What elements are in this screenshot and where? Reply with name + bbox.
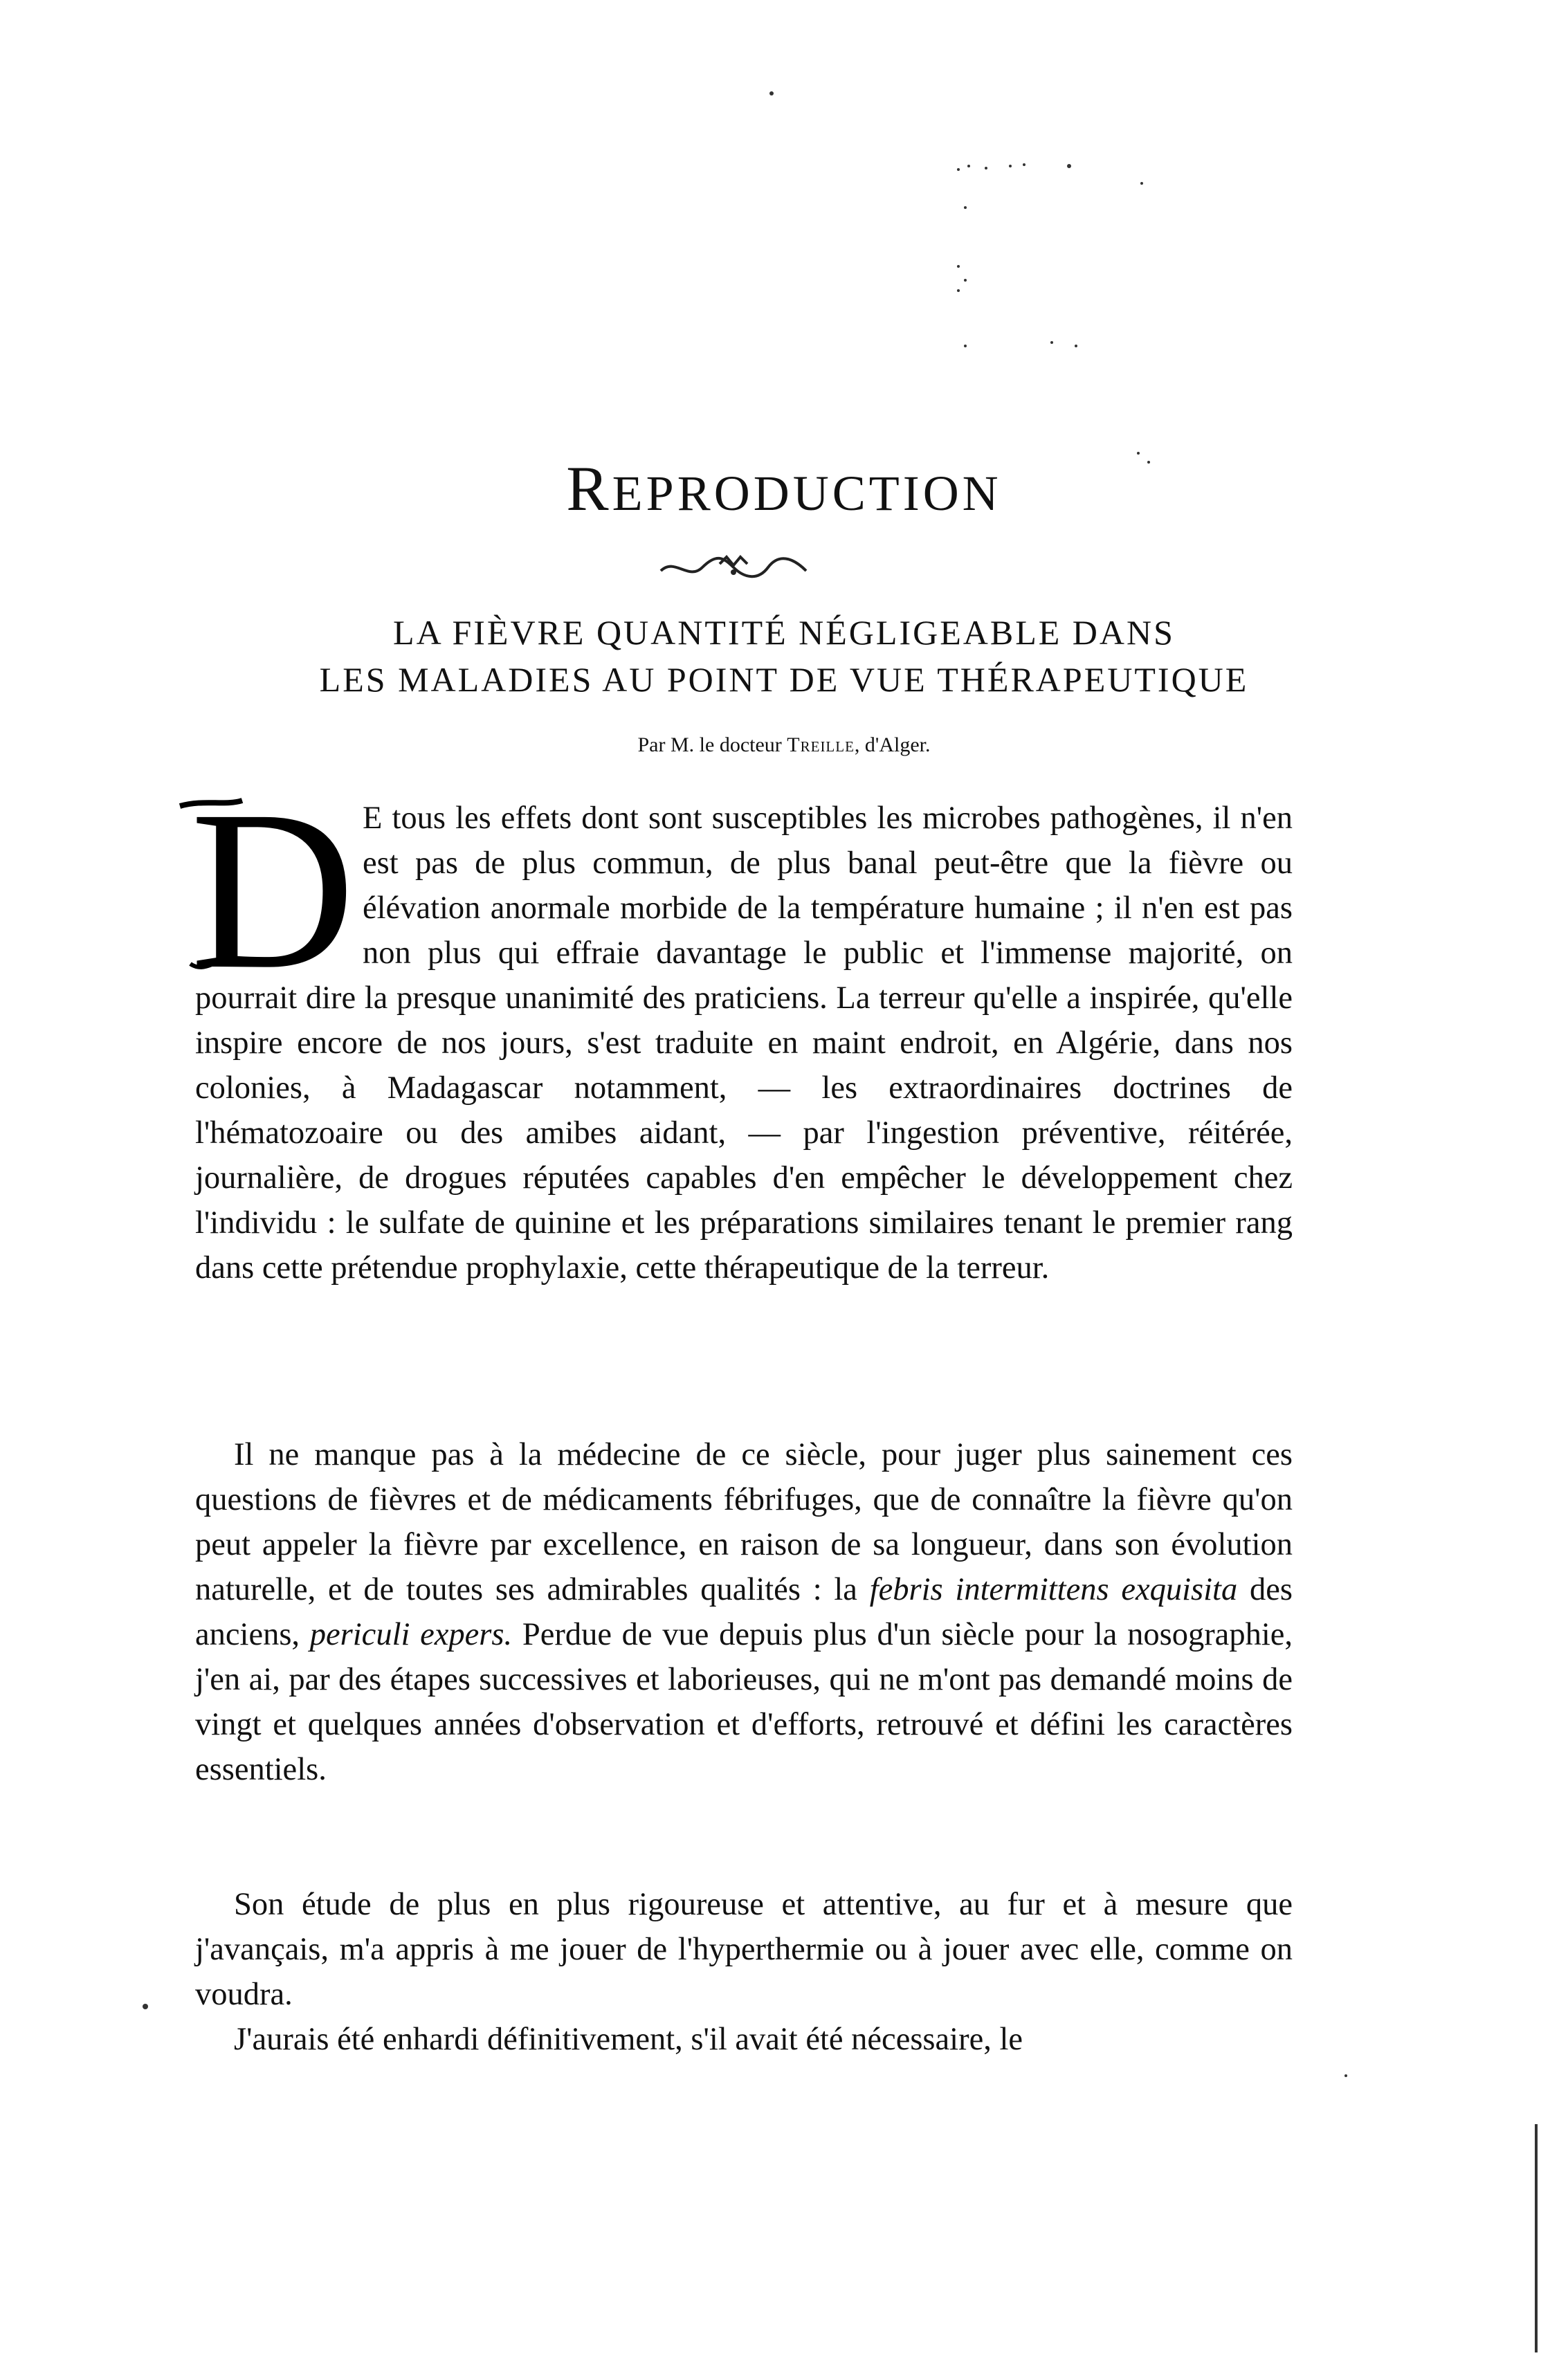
- byline-suffix: , d'Alger.: [854, 733, 931, 756]
- section-title: [0, 453, 1568, 524]
- section-title-initial: R: [566, 453, 612, 524]
- byline-author: Treille: [787, 733, 855, 756]
- paragraph-4: J'aurais été enhardi définitivement, s'il avait été nécessaire, le: [234, 2022, 1023, 2057]
- paragraph-1: [195, 796, 1293, 1290]
- paragraph-2-text-a: Il ne manque pas à la médecine de ce siècle, pour juger plus sainement ces questions de fièvres et de médicaments fébrifuges, que de connaître la fièvre qu'on peut appeler la fièvre par excellence, en raison de sa longueur, dans son évolution naturelle, et de toutes ses admirables qualités : la: [195, 1437, 1293, 1607]
- article-title: [0, 609, 1568, 703]
- paragraph-3: Son étude de plus en plus rigoureuse et attentive, au fur et à mesure que j'avançais, m'a appris à me jouer de l'hyperthermie ou à jouer avec elle, comme on voudra.: [195, 1887, 1293, 2012]
- paragraph-1-text: E tous les effets dont sont susceptibles les microbes pathogènes, il n'en est pas de plus commun, de plus banal peut-être que la fièvre ou élévation anormale morbide de la température humaine ; il n'en est pas non plus qui effraie davantage le public et l'immense majorité, on pourrait dire la presque unanimité des praticiens. La terreur qu'elle a inspirée, qu'elle inspire encore de nos jours, s'est traduite en maint endroit, en Algérie, dans nos colonies, à Madagascar notamment, — les extraordinaires doctrines de l'hématozoaire ou des amibes aidant, — par l'ingestion préventive, réitérée, journalière, de drogues réputées capables d'en empêcher le développement chez l'individu : le sulfate de quinine et les préparations similaires tenant le premier rang dans cette prétendue prophylaxie, cette thérapeutique de la terreur.: [195, 801, 1293, 1286]
- article-title-line-1: LA FIÈVRE QUANTITÉ NÉGLIGEABLE DANS: [393, 613, 1175, 652]
- ornament-divider-icon: [654, 550, 813, 585]
- drop-cap-letter: D: [190, 785, 356, 986]
- paragraph-2: [195, 1432, 1293, 1792]
- paragraph-2-text-b: des anciens,: [195, 1572, 1293, 1652]
- article-title-line-2: LES MALADIES AU POINT DE VUE THÉRAPEUTIQUE: [319, 660, 1249, 699]
- section-title-rest: EPRODUCTION: [612, 466, 1002, 521]
- paragraph-2-latin-1: febris intermittens exquisita: [869, 1572, 1238, 1607]
- paragraph-2-latin-2: periculi expers.: [309, 1617, 513, 1652]
- paragraph-2-text-c: Perdue de vue depuis plus d'un siècle pour la nosographie, j'en ai, par des étapes successives et laborieuses, qui ne m'ont pas demandé moins de vingt et quelques années d'observation et d'efforts, retrouvé et défini les caractères essentiels.: [195, 1617, 1293, 1787]
- byline: [0, 733, 1568, 757]
- byline-prefix: Par M. le docteur: [637, 733, 782, 756]
